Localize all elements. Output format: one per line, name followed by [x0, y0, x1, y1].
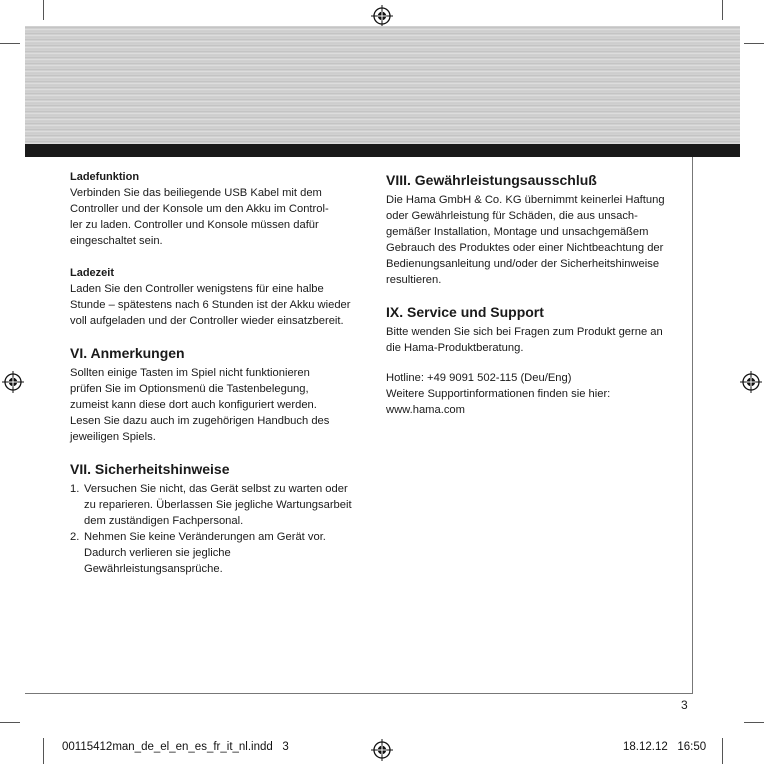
text-line: Laden Sie den Controller wenigstens für eine halbe — [70, 283, 324, 295]
registration-mark-icon — [371, 739, 393, 761]
crop-mark — [722, 738, 723, 764]
text-line: Lesen Sie dazu auch im zugehörigen Handbuch des — [70, 415, 330, 427]
text-line: die Hama-Produktberatung. — [386, 342, 524, 354]
text-line: Versuchen Sie nicht, das Gerät selbst zu warten oder — [84, 483, 348, 495]
header-band — [25, 26, 740, 144]
text-line: zu reparieren. Überlassen Sie jegliche Wartungsarbeit — [84, 499, 352, 511]
crop-mark — [43, 738, 44, 764]
crop-mark — [43, 0, 44, 20]
page-number: 3 — [681, 698, 688, 712]
text-line: Gewährleistungsansprüche. — [84, 563, 223, 575]
text-line: Verbinden Sie das beiliegende USB Kabel mit dem — [70, 187, 322, 199]
text-line: Gebrauch des Produktes oder einer Nichtbeachtung der — [386, 242, 664, 254]
page-frame-bottom — [25, 693, 693, 694]
crop-mark — [722, 0, 723, 20]
text-line: resultieren. — [386, 274, 442, 286]
text-line: eingeschaltet sein. — [70, 235, 163, 247]
page-frame-right — [692, 157, 693, 694]
text-line: ler zu laden. Controller und Konsole müssen dafür — [70, 219, 319, 231]
list-item — [70, 481, 370, 529]
header-rule — [25, 144, 740, 157]
text-line: jeweiligen Spiels. — [70, 431, 156, 443]
text-line: dem zuständigen Fachpersonal. — [84, 515, 244, 527]
text-line: Weitere Supportinformationen finden sie hier: — [386, 388, 611, 400]
text-line: Sollten einige Tasten im Spiel nicht funktionieren — [70, 367, 310, 379]
hotline-text: Hotline: +49 9091 502-115 (Deu/Eng) — [386, 372, 572, 384]
heading-anmerkungen: VI. Anmerkungen — [70, 345, 185, 361]
heading-sicherheitshinweise: VII. Sicherheitshinweise — [70, 461, 230, 477]
subheading-ladefunktion: Ladefunktion — [70, 171, 140, 183]
registration-mark-icon — [740, 371, 762, 393]
text-line: gemäßer Installation, Montage und unsachgemäßem — [386, 226, 649, 238]
text-line: voll aufgeladen und der Controller wieder einsatzbereit. — [70, 315, 344, 327]
footer-datetime: 18.12.12 16:50 — [623, 741, 707, 753]
text-line: Die Hama GmbH & Co. KG übernimmt keinerlei Haftung — [386, 194, 665, 206]
contact-block — [386, 370, 686, 418]
text-line: oder Gewährleistung für Schäden, die aus unsach- — [386, 210, 638, 222]
crop-mark — [744, 722, 764, 723]
registration-mark-icon — [2, 371, 24, 393]
text-line: Nehmen Sie keine Veränderungen am Gerät vor. — [84, 531, 326, 543]
list-number: 1. — [70, 483, 80, 495]
right-column — [386, 170, 686, 418]
registration-mark-icon — [371, 5, 393, 27]
crop-mark — [0, 722, 20, 723]
paragraph-anmerkungen — [70, 365, 370, 445]
text-line: prüfen Sie im Optionsmenü die Tastenbelegung, — [70, 383, 309, 395]
text-line: Bitte wenden Sie sich bei Fragen zum Produkt gerne an — [386, 326, 663, 338]
text-line: zumeist kann diese dort auch konfiguriert werden. — [70, 399, 317, 411]
heading-gewaehrleistungsausschluss: VIII. Gewährleistungsausschluß — [386, 172, 597, 188]
footer-filename: 00115412man_de_el_en_es_fr_it_nl.indd 3 — [62, 741, 289, 753]
left-column — [70, 170, 370, 577]
crop-mark — [0, 43, 20, 44]
subheading-ladezeit: Ladezeit — [70, 267, 115, 279]
text-line: Controller und der Konsole um den Akku im Control- — [70, 203, 329, 215]
text-line: Dadurch verlieren sie jegliche — [84, 547, 231, 559]
paragraph-service — [386, 324, 686, 356]
text-line: Stunde – spätestens nach 6 Stunden ist der Akku wieder — [70, 299, 351, 311]
heading-service-support: IX. Service und Support — [386, 304, 544, 320]
list-item — [70, 529, 370, 577]
paragraph-ladefunktion — [70, 185, 370, 249]
list-number: 2. — [70, 531, 80, 543]
paragraph-ladezeit — [70, 281, 370, 329]
safety-list — [70, 481, 370, 577]
website-link[interactable]: www.hama.com — [386, 404, 465, 416]
crop-mark — [744, 43, 764, 44]
text-line: Bedienungsanleitung und/oder der Sicherheitshinweise — [386, 258, 660, 270]
paragraph-gewaehrleistung — [386, 192, 686, 288]
